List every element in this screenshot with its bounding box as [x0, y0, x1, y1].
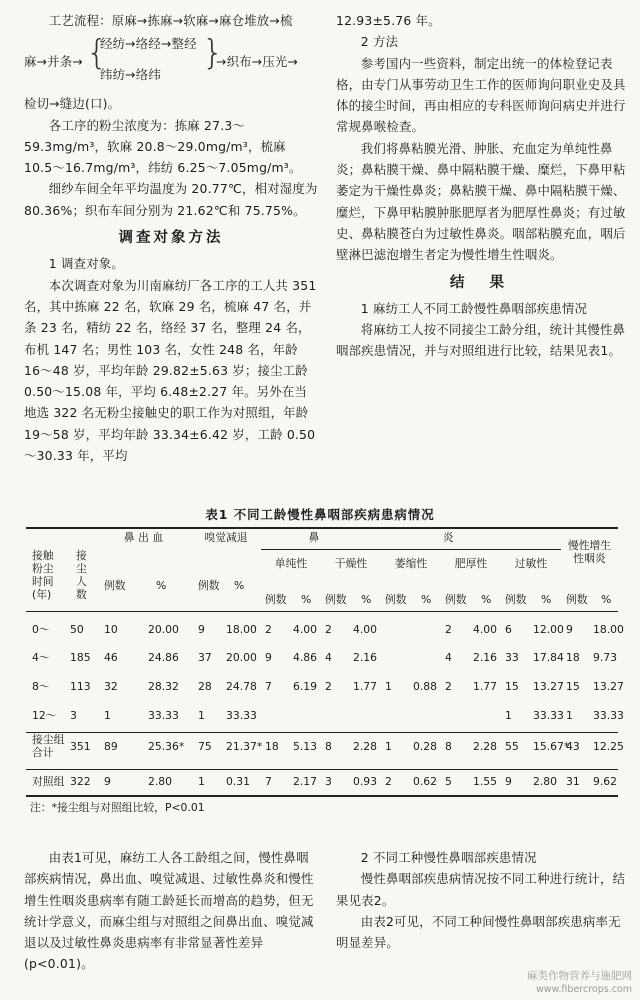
- subhead-subjects: 1 调查对象。: [48, 256, 124, 272]
- temperature-humidity: 细纱车间全年平均温度为 20.77℃，相对湿度为 80.36%；织布车间分别为 21.62℃和 75.75%。: [24, 181, 318, 218]
- row-count: 50: [70, 623, 84, 636]
- table-cell: 8: [445, 740, 452, 753]
- left-column: [24, 10, 318, 466]
- table-cell: 15: [566, 680, 580, 693]
- table-cell: 1: [505, 709, 512, 722]
- table-cell: 2.17: [293, 775, 318, 788]
- dust-concentration: 各工序的粉尘浓度为：拣麻 27.3～59.3mg/m³，软麻 20.8～29.0mg/m³，梳麻 10.5～16.7mg/m³，纬纺 6.25～7.05mg/m³。: [24, 117, 302, 176]
- table-cell: 4.86: [293, 651, 318, 664]
- table-cell: 1: [385, 680, 392, 693]
- table-cell: 1.77: [473, 680, 498, 693]
- table-cell: 4.00: [473, 623, 498, 636]
- process-flow-line1: 工艺流程：原麻→拣麻→软麻→麻仓堆放→梳: [48, 13, 293, 28]
- table-cell: 33.33: [148, 709, 179, 722]
- table-cell: 7: [265, 775, 272, 788]
- header-cases: 例数: [566, 593, 588, 606]
- table-cell: 20.00: [148, 623, 179, 636]
- table-cell: 1.77: [353, 680, 378, 693]
- header-pct: %: [481, 593, 492, 606]
- row-group: 12～: [32, 709, 57, 722]
- table-cell: 9: [566, 623, 573, 636]
- table-cell: 8: [325, 740, 332, 753]
- table-cell: 1: [566, 709, 573, 722]
- table-cell: 2.28: [353, 740, 378, 753]
- table-cell: 20.00: [226, 651, 257, 664]
- header-pct: %: [421, 593, 432, 606]
- row-group: 8～: [32, 680, 50, 693]
- subhead-results-2: 2 不同工种慢性鼻咽部疾患情况: [360, 850, 537, 865]
- table-cell: 55: [505, 740, 519, 753]
- table-cell: 1.55: [473, 775, 498, 788]
- table-cell: 1: [198, 709, 205, 722]
- table-cell: 2.16: [353, 651, 378, 664]
- table-cell: 13.27: [593, 680, 624, 693]
- table-cell: 2: [445, 680, 452, 693]
- header-group-line1: 接触: [32, 549, 54, 562]
- header-pct: %: [156, 579, 167, 592]
- header-cases: 例数: [385, 593, 407, 606]
- table-cell: 6: [505, 623, 512, 636]
- table-cell: 2.80: [533, 775, 558, 788]
- table-cell: 18.00: [226, 623, 257, 636]
- subjects-paragraph: 本次调查对象为川南麻纺厂各工序的工人共 351 名，其中拣麻 22 名，软麻 29 名，梳麻 47 名，并条 23 名，精纺 22 名，络经 37 名，整理 24 名，布机 147 名；男性 103 名，女性 248 名，年龄 16～48 岁，平均年龄 29.82±5.63 岁；接尘工龄 0.50～15.08 年，平均 6.48±2.27 年。另外在当地选 322 名无粉尘接触史的职工作为对照组，年龄 19～58 岁，平均年龄 33.34±6.42 岁，工龄 0.50～30.33 年，平均: [24, 277, 317, 464]
- table-cell: 0.93: [353, 775, 378, 788]
- table-top-rule: [26, 527, 618, 529]
- table-cell: 2: [385, 775, 392, 788]
- table-cell: 2.80: [148, 775, 173, 788]
- table-cell: 9.62: [593, 775, 618, 788]
- row-count: 3: [70, 709, 77, 722]
- flow-brace-right: }: [202, 33, 224, 74]
- header-cases: 例数: [265, 593, 287, 606]
- header-simple: 单纯性: [274, 557, 308, 570]
- header-n-line2: 尘: [76, 562, 87, 575]
- header-bottom-rule: [26, 611, 618, 612]
- table-cell: 6.19: [293, 680, 318, 693]
- header-rhinitis: 鼻 炎: [308, 531, 514, 544]
- header-cases: 例数: [104, 579, 126, 592]
- table-cell: 7: [265, 680, 272, 693]
- data-table: [26, 527, 624, 797]
- header-atrophic: 萎缩性: [394, 557, 428, 570]
- table-cell: 9: [198, 623, 205, 636]
- process-flow-diagram: [24, 31, 318, 93]
- table-cell: 0.62: [413, 775, 438, 788]
- table-cell: 15.67*: [533, 740, 570, 753]
- flow-start: 麻→并条→: [24, 54, 83, 70]
- table-note: 注：*接尘组与对照组比较，P<0.01: [30, 801, 205, 814]
- table-cell: 4: [325, 651, 332, 664]
- table-cell: 12.00: [533, 623, 564, 636]
- table-cell: 5.13: [293, 740, 318, 753]
- table-cell: 4.00: [353, 623, 378, 636]
- table-cell: 15: [505, 680, 519, 693]
- header-smell-loss: 嗅觉减退: [204, 531, 248, 544]
- section-heading-subjects: 调查对象方法: [118, 230, 224, 247]
- header-pct: %: [234, 579, 245, 592]
- table-cell: 0.31: [226, 775, 251, 788]
- table-cell: 18: [265, 740, 279, 753]
- row-count: 113: [70, 680, 91, 693]
- table-cell: 9: [505, 775, 512, 788]
- table-cell: 2: [325, 680, 332, 693]
- header-pharyngitis-line1: 慢性增生: [567, 539, 612, 552]
- header-dry: 干燥性: [334, 557, 368, 570]
- table-cell: 18.00: [593, 623, 624, 636]
- table-cell: 12.25: [593, 740, 624, 753]
- table-cell: 75: [198, 740, 212, 753]
- flow-weave: →织布→压光→: [216, 54, 299, 70]
- body-mid-rule: [26, 732, 618, 733]
- watermark-url: www.fibercrops.com: [535, 984, 632, 995]
- header-cases: 例数: [505, 593, 527, 606]
- table-cell: 18: [566, 651, 580, 664]
- header-cases: 例数: [198, 579, 220, 592]
- table-cell: 5: [445, 775, 452, 788]
- table-cell: 33.33: [533, 709, 564, 722]
- table-cell: 25.36*: [148, 740, 185, 753]
- criteria-paragraph: 我们将鼻粘膜光滑、肿胀、充血定为单纯性鼻炎；鼻粘膜干燥、鼻中隔粘膜干燥、糜烂，下鼻甲粘萎定为干燥性鼻炎；鼻粘膜干燥、鼻中隔粘膜干燥、糜烂，下鼻甲粘膜肿胀肥厚者为肥厚性鼻炎；有过敏史、鼻粘膜苍白为过敏性鼻炎。咽部粘膜充血，咽后壁淋巴滤泡增生者定为慢性增生性咽炎。: [336, 140, 626, 263]
- table-cell: 9: [265, 651, 272, 664]
- table-cell: 1: [385, 740, 392, 753]
- table-cell: 3: [325, 775, 332, 788]
- header-pct: %: [541, 593, 552, 606]
- results-paragraph-3: 慢性鼻咽部疾患病情况按不同工种进行统计，结果见表2。: [336, 871, 626, 908]
- subhead-method: 2 方法: [360, 34, 399, 50]
- flow-warp: 经纺→络经→整经: [100, 36, 197, 52]
- row-group: 对照组: [32, 775, 65, 788]
- row-count: 322: [70, 775, 91, 788]
- table-cell: 89: [104, 740, 118, 753]
- header-n-line1: 接: [76, 549, 87, 562]
- flow-brace-left: {: [86, 33, 108, 74]
- watermark-name: 麻类作物营养与施肥网: [527, 970, 632, 982]
- right-column: [336, 10, 628, 362]
- process-flow-end: 检切→缝边(口)。: [24, 96, 121, 112]
- header-cases: 例数: [325, 593, 347, 606]
- table-cell: 37: [198, 651, 212, 664]
- table-cell: 9.73: [593, 651, 618, 664]
- table-cell: 10: [104, 623, 118, 636]
- table-cell: 24.86: [148, 651, 179, 664]
- total-rule: [26, 769, 618, 770]
- header-pharyngitis-line2: 性咽炎: [573, 552, 606, 565]
- row-count: 351: [70, 740, 91, 753]
- table-cell: 33.33: [593, 709, 624, 722]
- header-allergic: 过敏性: [514, 557, 548, 570]
- method-paragraph: 参考国内一些资料，制定出统一的体检登记表格，由专门从事劳动卫生工作的医师询问职业史及具体的接尘时间，再由相应的专科医师询问病史并进行常规鼻喉检查。: [336, 55, 626, 135]
- table-cell: 21.37*: [226, 740, 263, 753]
- row-group: 4～: [32, 651, 50, 664]
- table-cell: 33: [505, 651, 519, 664]
- table-cell: 1: [104, 709, 111, 722]
- section-heading-results: 结 果: [449, 274, 515, 291]
- table-cell: 33.33: [226, 709, 257, 722]
- table-cell: 2.16: [473, 651, 498, 664]
- bottom-right-column: [336, 847, 628, 953]
- subhead-results-1: 1 麻纺工人不同工龄慢性鼻咽部疾患情况: [360, 300, 588, 316]
- table-cell: 2: [445, 623, 452, 636]
- table-cell: 0.28: [413, 740, 438, 753]
- header-group-line2: 粉尘: [32, 562, 54, 575]
- table-cell: 1: [198, 775, 205, 788]
- flow-weft: 纬纺→络纬: [100, 67, 161, 83]
- rhinitis-rule: [261, 549, 561, 550]
- bottom-left-column: [24, 847, 320, 975]
- table-cell: 46: [104, 651, 118, 664]
- table-bottom-rule: [26, 795, 618, 797]
- row-group: 0～: [32, 623, 50, 636]
- table-cell: 17.84: [533, 651, 564, 664]
- table-cell: 2: [265, 623, 272, 636]
- table-cell: 43: [566, 740, 580, 753]
- results-paragraph-4: 由表2可见，不同工种间慢性鼻咽部疾患病率无明显差异。: [336, 913, 621, 951]
- table-cell: 2: [325, 623, 332, 636]
- row-group: 接尘组合计: [32, 733, 65, 759]
- table-cell: 0.88: [413, 680, 438, 693]
- header-n-line3: 人: [76, 575, 87, 588]
- results-paragraph-2: 由表1可见，麻纺工人各工龄组之间，慢性鼻咽部疾病情况，鼻出血、嗅觉减退、过敏性鼻炎和慢性增生性咽炎患病率有随工龄延长而增高的趋势，但无统计学意义，而麻尘组与对照组之间鼻出血、嗅觉减退以及过敏性鼻炎患病率有非常显著性差异(p<0.01)。: [24, 850, 314, 972]
- header-group-line3: 时间: [32, 575, 54, 588]
- header-pct: %: [601, 593, 612, 606]
- table-title: 表1 不同工龄慢性鼻咽部疾病患病情况: [205, 507, 435, 522]
- table-cell: 24.78: [226, 680, 257, 693]
- header-group-line4: (年): [32, 588, 52, 601]
- table-cell: 28: [198, 680, 212, 693]
- results-paragraph-1: 将麻纺工人按不同接尘工龄分组，统计其慢性鼻咽部疾患情况，并与对照组进行比较，结果见表1。: [336, 322, 626, 359]
- site-watermark: [527, 970, 632, 996]
- row-count: 185: [70, 651, 91, 664]
- table-cell: 4: [445, 651, 452, 664]
- table-cell: 31: [566, 775, 580, 788]
- table-cell: 13.27: [533, 680, 564, 693]
- table-cell: 9: [104, 775, 111, 788]
- header-pct: %: [361, 593, 372, 606]
- header-cases: 例数: [445, 593, 467, 606]
- subjects-continued: 12.93±5.76 年。: [336, 13, 441, 28]
- header-n-line4: 数: [76, 588, 87, 601]
- header-pct: %: [301, 593, 312, 606]
- table-cell: 32: [104, 680, 118, 693]
- table-cell: 4.00: [293, 623, 318, 636]
- header-hypertrophic: 肥厚性: [454, 557, 488, 570]
- table-cell: 28.32: [148, 680, 179, 693]
- table-cell: 2.28: [473, 740, 498, 753]
- header-nosebleed: 鼻 出 血: [123, 531, 164, 544]
